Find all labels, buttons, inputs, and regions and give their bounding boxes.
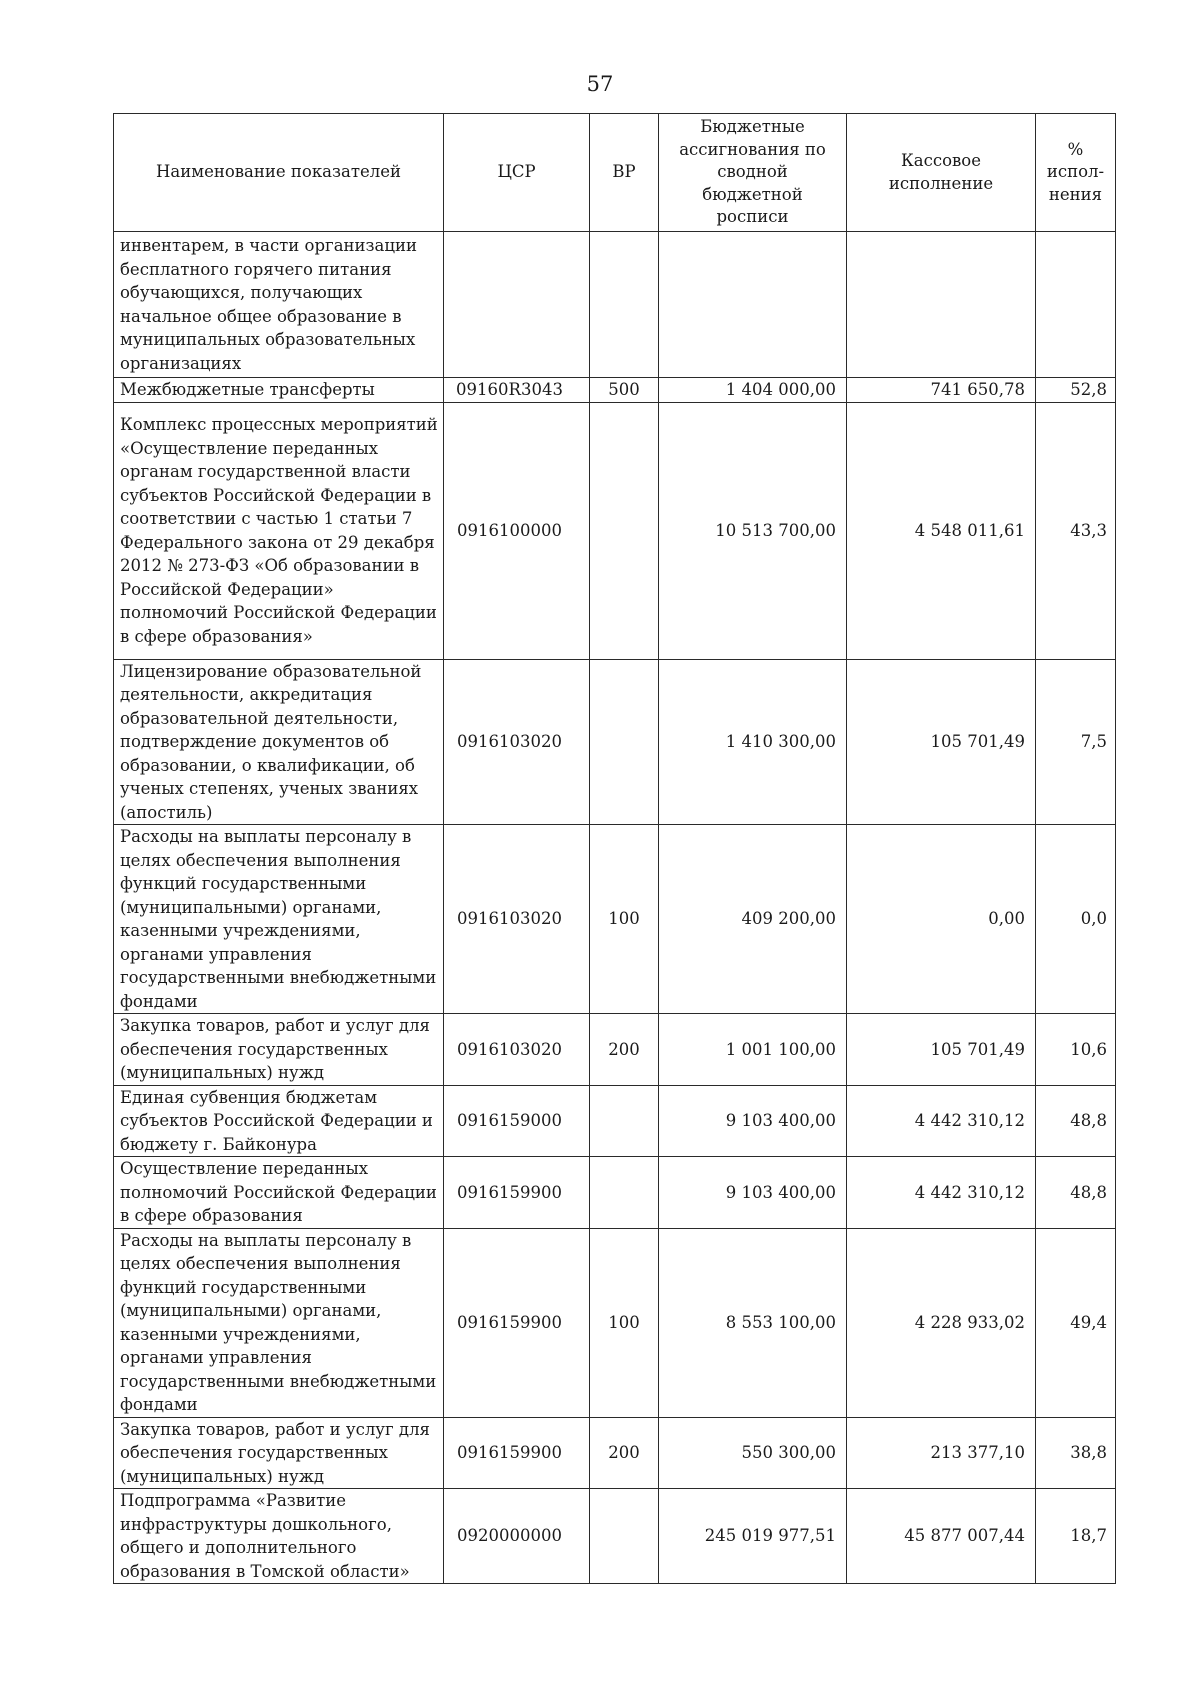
table-row	[114, 232, 1116, 378]
row-budget: 9 103 400,00	[659, 1085, 847, 1157]
table-row	[114, 1228, 1116, 1417]
table-row	[114, 1085, 1116, 1157]
row-cash: 4 442 310,12	[847, 1157, 1036, 1229]
row-csr: 0916103020	[444, 659, 590, 825]
row-name: инвентарем, в части организации бесплатного горячего питания обучающихся, получающих начальное общее образование в муниципальных образовательных организациях	[114, 232, 444, 378]
row-csr: 0916159000	[444, 1085, 590, 1157]
table-row	[114, 1417, 1116, 1489]
row-percent: 43,3	[1036, 402, 1116, 659]
row-vr	[590, 1489, 659, 1584]
header-name: Наименование показателей	[114, 114, 444, 232]
row-budget: 1 404 000,00	[659, 378, 847, 403]
row-budget: 409 200,00	[659, 825, 847, 1014]
table-row	[114, 1489, 1116, 1584]
row-name: Осуществление переданных полномочий Российской Федерации в сфере образования	[114, 1157, 444, 1229]
row-csr: 0916159900	[444, 1157, 590, 1229]
row-csr: 0916159900	[444, 1417, 590, 1489]
row-vr: 200	[590, 1417, 659, 1489]
row-percent: 49,4	[1036, 1228, 1116, 1417]
table-header-row	[114, 114, 1116, 232]
row-cash: 4 548 011,61	[847, 402, 1036, 659]
row-budget: 8 553 100,00	[659, 1228, 847, 1417]
row-vr: 100	[590, 1228, 659, 1417]
row-name: Подпрограмма «Развитие инфраструктуры дошкольного, общего и дополнительного образования в Томской области»	[114, 1489, 444, 1584]
row-cash: 105 701,49	[847, 659, 1036, 825]
row-name: Межбюджетные трансферты	[114, 378, 444, 403]
header-percent: % испол-нения	[1036, 114, 1116, 232]
row-percent: 52,8	[1036, 378, 1116, 403]
row-percent: 48,8	[1036, 1085, 1116, 1157]
row-csr: 09160R3043	[444, 378, 590, 403]
row-csr: 0916100000	[444, 402, 590, 659]
table-row	[114, 659, 1116, 825]
row-cash: 213 377,10	[847, 1417, 1036, 1489]
table-row	[114, 1014, 1116, 1086]
row-vr	[590, 1157, 659, 1229]
row-vr	[590, 232, 659, 378]
row-budget: 550 300,00	[659, 1417, 847, 1489]
page-number: 57	[586, 72, 614, 96]
row-cash: 105 701,49	[847, 1014, 1036, 1086]
table-row	[114, 1157, 1116, 1229]
header-csr: ЦСР	[444, 114, 590, 232]
row-budget	[659, 232, 847, 378]
row-cash: 4 228 933,02	[847, 1228, 1036, 1417]
row-name: Лицензирование образовательной деятельности, аккредитация образовательной деятельности, подтверждение документов об образовании, о квалификации, об ученых степенях, ученых званиях (апостиль)	[114, 659, 444, 825]
table-row	[114, 378, 1116, 403]
row-percent: 7,5	[1036, 659, 1116, 825]
row-name: Комплекс процессных мероприятий «Осуществление переданных органам государственной власти субъектов Российской Федерации в соответствии с частью 1 статьи 7 Федерального закона от 29 декабря 2012 № 273-ФЗ «Об образовании в Российской Федерации» полномочий Российской Федерации в сфере образования»	[114, 402, 444, 659]
row-name: Закупка товаров, работ и услуг для обеспечения государственных (муниципальных) нужд	[114, 1417, 444, 1489]
row-vr	[590, 1085, 659, 1157]
row-vr: 200	[590, 1014, 659, 1086]
row-csr: 0916103020	[444, 1014, 590, 1086]
row-cash: 4 442 310,12	[847, 1085, 1036, 1157]
row-cash: 45 877 007,44	[847, 1489, 1036, 1584]
row-csr: 0920000000	[444, 1489, 590, 1584]
row-percent: 0,0	[1036, 825, 1116, 1014]
row-vr	[590, 659, 659, 825]
row-budget: 10 513 700,00	[659, 402, 847, 659]
header-cash: Кассовое исполнение	[847, 114, 1036, 232]
row-csr: 0916159900	[444, 1228, 590, 1417]
row-name: Расходы на выплаты персоналу в целях обеспечения выполнения функций государственными (муниципальными) органами, казенными учреждениями, органами управления государственными внебюджетными фондами	[114, 1228, 444, 1417]
row-vr	[590, 402, 659, 659]
row-percent: 38,8	[1036, 1417, 1116, 1489]
header-vr: ВР	[590, 114, 659, 232]
row-name: Единая субвенция бюджетам субъектов Российской Федерации и бюджету г. Байконура	[114, 1085, 444, 1157]
row-cash: 0,00	[847, 825, 1036, 1014]
budget-execution-table	[113, 113, 1116, 1584]
row-cash	[847, 232, 1036, 378]
row-budget: 9 103 400,00	[659, 1157, 847, 1229]
row-budget: 1 001 100,00	[659, 1014, 847, 1086]
row-name: Расходы на выплаты персоналу в целях обеспечения выполнения функций государственными (муниципальными) органами, казенными учреждениями, органами управления государственными внебюджетными фондами	[114, 825, 444, 1014]
row-budget: 1 410 300,00	[659, 659, 847, 825]
row-name: Закупка товаров, работ и услуг для обеспечения государственных (муниципальных) нужд	[114, 1014, 444, 1086]
row-percent: 48,8	[1036, 1157, 1116, 1229]
row-percent	[1036, 232, 1116, 378]
row-percent: 18,7	[1036, 1489, 1116, 1584]
table-row	[114, 402, 1116, 659]
row-cash: 741 650,78	[847, 378, 1036, 403]
row-csr: 0916103020	[444, 825, 590, 1014]
header-budget: Бюджетные ассигнования по сводной бюджетной росписи	[659, 114, 847, 232]
table-row	[114, 825, 1116, 1014]
row-vr: 500	[590, 378, 659, 403]
row-budget: 245 019 977,51	[659, 1489, 847, 1584]
row-percent: 10,6	[1036, 1014, 1116, 1086]
row-csr	[444, 232, 590, 378]
row-vr: 100	[590, 825, 659, 1014]
